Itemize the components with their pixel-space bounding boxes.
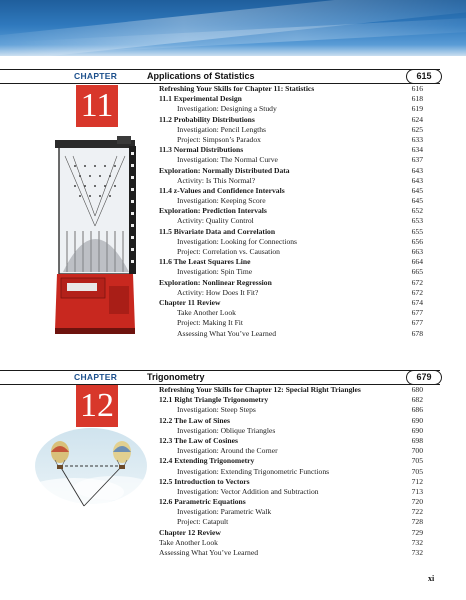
chapter-12-header [0,370,440,385]
toc-entry[interactable]: Investigation: Oblique Triangles 690 [177,425,423,435]
chapter-11-header [0,69,440,84]
page-number: xi [428,574,435,583]
toc-entry[interactable]: Investigation: Keeping Score 645 [177,196,423,206]
chapter-label: CHAPTER [74,372,118,382]
toc-entry[interactable]: 12.6 Parametric Equations 720 [159,497,423,507]
toc-entry[interactable]: Chapter 12 Review 729 [159,527,423,537]
toc-entry[interactable]: Investigation: Vector Addition and Subtraction 713 [177,486,423,496]
toc-entry[interactable]: 11.2 Probability Distributions 624 [159,114,423,124]
toc-entry[interactable]: Activity: Quality Control 653 [177,216,423,226]
chapter-number-badge: 11 [76,85,118,127]
chapter-title[interactable]: Trigonometry [147,372,205,382]
toc-entry[interactable]: 12.1 Right Triangle Trigonometry 682 [159,395,423,405]
toc-entry[interactable]: Project: Correlation vs. Causation 663 [177,247,423,256]
galton-board-photo [55,136,137,336]
toc-entry[interactable]: 11.5 Bivariate Data and Correlation 655 [159,226,423,236]
toc-entry[interactable]: Assessing What You’ve Learned 678 [177,328,423,338]
toc-entry[interactable]: Refreshing Your Skills for Chapter 11: Statistics 616 [159,84,423,93]
toc-entry[interactable]: 12.2 The Law of Sines 690 [159,415,423,425]
toc-entry[interactable]: Refreshing Your Skills for Chapter 12: Special Right Triangles 680 [159,385,423,394]
toc-entry[interactable]: Chapter 11 Review 674 [159,297,423,307]
toc-entry[interactable]: Project: Making It Fit 677 [177,318,423,328]
toc-entry[interactable]: Investigation: The Normal Curve 637 [177,155,423,165]
toc-entry[interactable]: 11.1 Experimental Design 618 [159,94,423,104]
toc-entry[interactable]: Investigation: Pencil Lengths 625 [177,124,423,134]
toc-entry[interactable]: 12.5 Introduction to Vectors 712 [159,476,423,486]
toc-entry[interactable]: 11.6 The Least Squares Line 664 [159,257,423,267]
hot-air-balloons-photo [34,426,148,512]
toc-entry[interactable]: Project: Catapult 728 [177,517,423,527]
toc-entry[interactable]: Activity: Is This Normal? 643 [177,175,423,185]
toc-entry[interactable]: Investigation: Steep Steps 686 [177,405,423,415]
chapter-label: CHAPTER [74,71,118,81]
chapter-page-number: 615 [406,69,442,84]
toc-entry[interactable]: Investigation: Designing a Study 619 [177,104,423,114]
toc-entry[interactable]: Take Another Look 732 [159,537,423,547]
toc-entry[interactable]: Investigation: Extending Trigonometric Functions 705 [177,466,423,476]
toc-entry[interactable]: Take Another Look 677 [177,308,423,318]
toc-entry[interactable]: 12.3 The Law of Cosines 698 [159,435,423,445]
toc-entry[interactable]: Investigation: Around the Corner 700 [177,446,423,456]
toc-entry[interactable]: Investigation: Looking for Connections 656 [177,236,423,246]
toc-entry[interactable]: Assessing What You’ve Learned 732 [159,548,423,557]
chapter-page-number: 679 [406,370,442,385]
toc-entry[interactable]: Investigation: Spin Time 665 [177,267,423,277]
toc-entry[interactable]: 12.4 Extending Trigonometry 705 [159,456,423,466]
toc-entry[interactable]: Project: Simpson’s Paradox 633 [177,134,423,144]
toc-entry[interactable]: 11.4 z-Values and Confidence Intervals 645 [159,185,423,195]
toc-entry[interactable]: Exploration: Prediction Intervals 652 [159,206,423,216]
chapter-11-contents [159,84,423,339]
chapter-12-contents [159,385,423,558]
toc-entry[interactable]: Exploration: Normally Distributed Data 643 [159,165,423,175]
toc-entry[interactable]: Investigation: Parametric Walk 722 [177,507,423,517]
toc-entry[interactable]: 11.3 Normal Distributions 634 [159,145,423,155]
top-banner [0,0,466,56]
chapter-number-badge: 12 [76,385,118,427]
toc-entry[interactable]: Activity: How Does It Fit? 672 [177,287,423,297]
toc-entry[interactable]: Exploration: Nonlinear Regression 672 [159,277,423,287]
chapter-title[interactable]: Applications of Statistics [147,71,255,81]
